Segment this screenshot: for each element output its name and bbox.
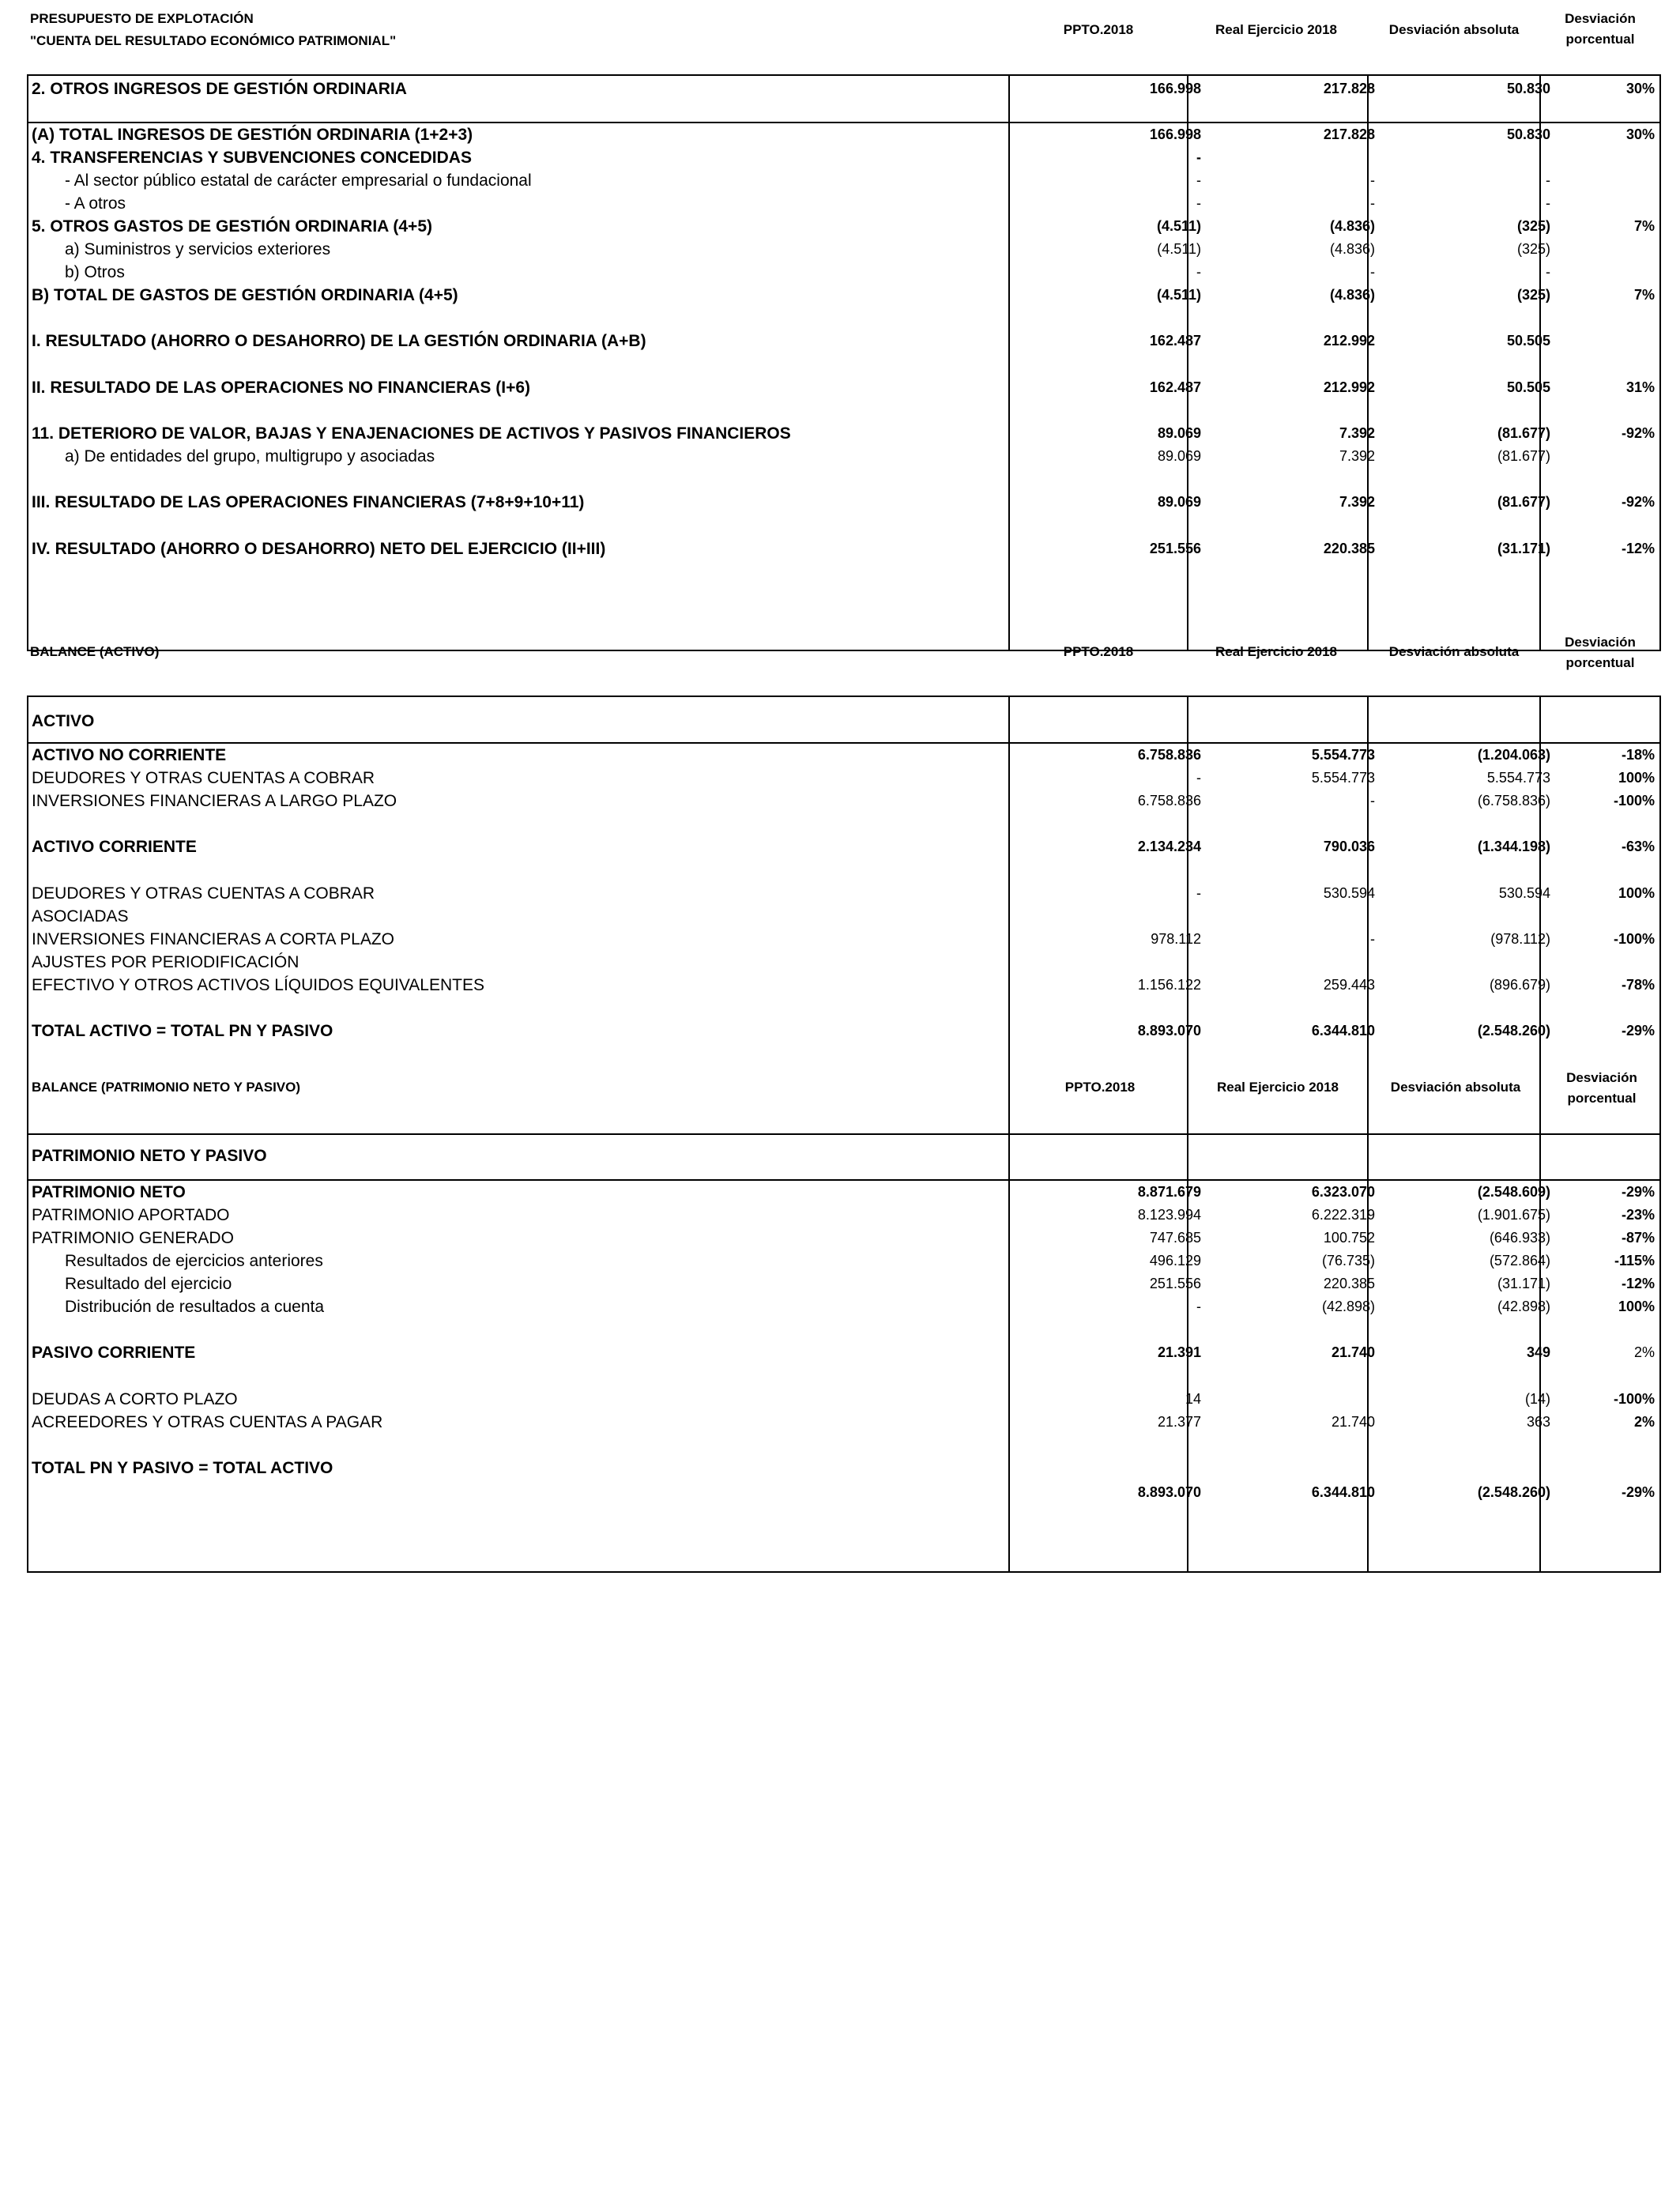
col-header-desv-pct-1: Desviación (1565, 635, 1636, 650)
col-header-desv-abs: Desviación absoluta (1388, 644, 1520, 659)
table-row: I. RESULTADO (AHORRO O DESAHORRO) DE LA GESTIÓN ORDINARIA (A+B) 162.487 212.992 50.505 (32, 332, 1550, 350)
table-row: ASOCIADAS (32, 907, 129, 925)
result-account-table (27, 74, 1661, 651)
col-header-real: Real Ejercicio 2018 (1215, 22, 1338, 37)
table-row: 5. OTROS GASTOS DE GESTIÓN ORDINARIA (4+5) (4.511) (4.836) (325) 7% (32, 217, 1655, 236)
table-row: PATRIMONIO GENERADO 747.685 100.752 (646.933) -87% (32, 1229, 1655, 1247)
col-header-real: Real Ejercicio 2018 (1215, 644, 1338, 659)
table-row: IV. RESULTADO (AHORRO O DESAHORRO) NETO DEL EJERCICIO (II+III) 251.556 220.385 (31.171) -12% (32, 540, 1655, 558)
col-header-ppto: PPTO.2018 (1063, 644, 1134, 659)
table-row: DEUDORES Y OTRAS CUENTAS A COBRAR - 530.594 530.594 100% (32, 884, 1655, 903)
table-row: III. RESULTADO DE LAS OPERACIONES FINANCIERAS (7+8+9+10+11) 89.069 7.392 (81.677) -92% (32, 493, 1655, 511)
table-row: (A) TOTAL INGRESOS DE GESTIÓN ORDINARIA (1+2+3) 166.998 217.828 50.830 30% (32, 126, 1655, 144)
col-header-desv-abs: Desviación absoluta (1388, 22, 1520, 37)
table-row: ACTIVO NO CORRIENTE 6.758.836 5.554.773 (1.204.063) -18% (32, 746, 1655, 764)
report-subtitle: "CUENTA DEL RESULTADO ECONÓMICO PATRIMONIAL" (30, 33, 397, 48)
table-row: II. RESULTADO DE LAS OPERACIONES NO FINANCIERAS (I+6) 162.487 212.992 50.505 31% (32, 379, 1655, 397)
table-row: 11. DETERIORO DE VALOR, BAJAS Y ENAJENACIONES DE ACTIVOS Y PASIVOS FINANCIEROS 89.069 7.392 (81.677) -92% (32, 424, 1655, 443)
table-row: DEUDORES Y OTRAS CUENTAS A COBRAR - 5.554.773 5.554.773 100% (32, 769, 1655, 787)
table-row: PASIVO CORRIENTE 21.391 21.740 349 2% (32, 1344, 1655, 1362)
col-header-desv-pct-2: porcentual (1567, 1091, 1637, 1106)
col-header-real: Real Ejercicio 2018 (1216, 1080, 1339, 1095)
table-row: PATRIMONIO NETO 8.871.679 6.323.070 (2.548.609) -29% (32, 1183, 1655, 1201)
section-heading: PATRIMONIO NETO Y PASIVO (32, 1147, 267, 1165)
table-row: INVERSIONES FINANCIERAS A CORTA PLAZO 978.112 - (978.112) -100% (32, 930, 1655, 948)
table-row: b) Otros - - - (65, 263, 1550, 281)
table-row: DEUDAS A CORTO PLAZO 14 (14) -100% (32, 1390, 1655, 1408)
col-header-desv-abs: Desviación absoluta (1390, 1080, 1521, 1095)
table-row: Resultados de ejercicios anteriores 496.129 (76.735) (572.864) -115% (65, 1252, 1655, 1270)
table-row: 8.893.070 6.344.810 (2.548.260) -29% (1137, 1484, 1655, 1500)
table-row: PATRIMONIO APORTADO 8.123.994 6.222.319 (1.901.675) -23% (32, 1206, 1655, 1224)
table-row: a) Suministros y servicios exteriores (4.511) (4.836) (325) (65, 240, 1550, 258)
col-header-desv-pct-1: Desviación (1565, 11, 1636, 26)
table-row: ACREEDORES Y OTRAS CUENTAS A PAGAR 21.377 21.740 363 2% (32, 1413, 1655, 1431)
balance-table (27, 696, 1661, 1573)
balance-pn-title: BALANCE (PATRIMONIO NETO Y PASIVO) (32, 1080, 301, 1095)
col-header-desv-pct-1: Desviación (1566, 1070, 1637, 1085)
table-row: EFECTIVO Y OTROS ACTIVOS LÍQUIDOS EQUIVALENTES 1.156.122 259.443 (896.679) -78% (32, 976, 1655, 994)
table-row: Resultado del ejercicio 251.556 220.385 (31.171) -12% (65, 1275, 1655, 1293)
section-heading: ACTIVO (32, 712, 95, 730)
col-header-desv-pct-2: porcentual (1565, 32, 1635, 47)
table-row: TOTAL PN Y PASIVO = TOTAL ACTIVO (32, 1459, 333, 1477)
col-header-desv-pct-2: porcentual (1565, 655, 1635, 670)
balance-activo-title: BALANCE (ACTIVO) (30, 644, 160, 659)
table-row: 2. OTROS INGRESOS DE GESTIÓN ORDINARIA 166.998 217.828 50.830 30% (32, 80, 1655, 98)
row-divider (28, 1133, 1659, 1135)
table-row: B) TOTAL DE GASTOS DE GESTIÓN ORDINARIA (4+5) (4.511) (4.836) (325) 7% (32, 286, 1655, 304)
table-row: AJUSTES POR PERIODIFICACIÓN (32, 953, 299, 971)
table-row: 4. TRANSFERENCIAS Y SUBVENCIONES CONCEDIDAS - (32, 149, 1201, 167)
col-header-ppto: PPTO.2018 (1064, 1080, 1136, 1095)
table-row: TOTAL ACTIVO = TOTAL PN Y PASIVO 8.893.070 6.344.810 (2.548.260) -29% (32, 1022, 1655, 1040)
col-header-ppto: PPTO.2018 (1063, 22, 1134, 37)
table-row: - Al sector público estatal de carácter empresarial o fundacional - - - (65, 172, 1550, 190)
table-row: a) De entidades del grupo, multigrupo y asociadas 89.069 7.392 (81.677) (65, 447, 1550, 466)
table-row: INVERSIONES FINANCIERAS A LARGO PLAZO 6.758.836 - (6.758.836) -100% (32, 792, 1655, 810)
table-row: Distribución de resultados a cuenta - (42.898) (42.898) 100% (65, 1298, 1655, 1316)
report-title: PRESUPUESTO DE EXPLOTACIÓN (30, 11, 254, 26)
table-row: - A otros - - - (65, 194, 1550, 213)
table-row: ACTIVO CORRIENTE 2.134.234 790.036 (1.344.198) -63% (32, 838, 1655, 856)
